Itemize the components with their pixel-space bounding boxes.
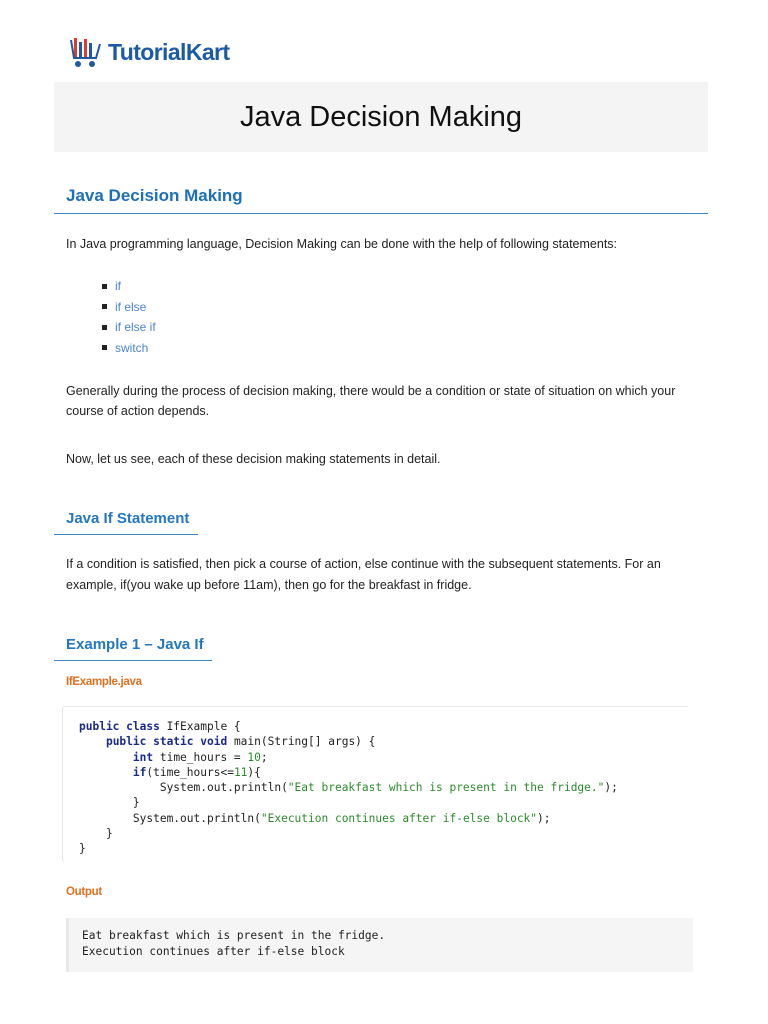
if-description-line2: example, if(you wake up before 11am), then go for the breakfast in fridge. (66, 578, 472, 592)
condition-paragraph-line1: Generally during the process of decision making, there would be a condition or state of situation on which your (66, 384, 676, 398)
list-item (102, 317, 156, 338)
code-text: ){ (247, 765, 261, 779)
code-text: ; (260, 750, 268, 764)
code-text: } (79, 842, 86, 856)
list-item (102, 338, 156, 359)
code-keyword: if (132, 765, 147, 779)
link-if-else[interactable]: if else (115, 299, 147, 314)
code-text: System.out.println( (159, 781, 288, 795)
code-text: ); (537, 811, 551, 825)
code-text: main(String[] args) { (227, 735, 376, 749)
code-keyword: public static void (105, 735, 228, 749)
intro-paragraph: In Java programming language, Decision Making can be done with the help of following statements: (66, 237, 618, 251)
code-number: 11 (233, 765, 248, 779)
output-label: Output (66, 886, 102, 898)
code-block[interactable] (62, 706, 688, 862)
code-number: 10 (247, 750, 261, 764)
code-text: } (132, 796, 140, 810)
logo-cart-icon (70, 35, 104, 69)
code-text: IfExample { (159, 720, 241, 733)
if-description-line1: If a condition is satisfied, then pick a course of action, else continue with the subsequent statements. For an (66, 557, 661, 571)
section-heading-rule (54, 213, 708, 214)
statement-list (102, 276, 156, 358)
output-line: Execution continues after if-else block (82, 944, 345, 958)
bullet-square-icon (102, 284, 107, 289)
link-if-else-if[interactable]: if else if (115, 320, 156, 335)
code-keyword: public class (79, 720, 160, 733)
list-item (102, 297, 156, 318)
output-line: Eat breakfast which is present in the fridge. (82, 929, 386, 942)
page-title: Java Decision Making (239, 100, 523, 133)
bullet-square-icon (102, 304, 107, 309)
list-item (102, 276, 156, 297)
code-text: time_hours = (153, 750, 248, 764)
code-text: ); (604, 781, 618, 795)
site-logo[interactable] (70, 34, 229, 70)
logo-text: TutorialKart (108, 38, 230, 65)
example-heading-rule (54, 660, 212, 661)
code-keyword: int (132, 750, 154, 764)
section-heading: Java Decision Making (66, 186, 243, 205)
code-text: System.out.println( (132, 811, 261, 825)
code-string: "Execution continues after if-else block" (260, 811, 538, 825)
output-block[interactable] (66, 918, 693, 972)
bullet-square-icon (102, 325, 107, 330)
detail-paragraph: Now, let us see, each of these decision making statements in detail. (66, 452, 441, 466)
link-switch[interactable]: switch (115, 340, 149, 355)
if-heading-rule (54, 534, 198, 535)
link-if[interactable]: if (115, 279, 121, 294)
example-heading: Example 1 – Java If (66, 636, 204, 653)
code-text: (time_hours<= (146, 765, 234, 779)
code-string: "Eat breakfast which is present in the fridge." (287, 781, 605, 795)
code-text: } (105, 827, 113, 841)
file-name-label: IfExample.java (66, 676, 142, 688)
if-statement-heading: Java If Statement (66, 510, 190, 527)
title-banner (54, 82, 708, 152)
bullet-square-icon (102, 345, 107, 350)
condition-paragraph-line2: course of action depends. (66, 404, 210, 418)
